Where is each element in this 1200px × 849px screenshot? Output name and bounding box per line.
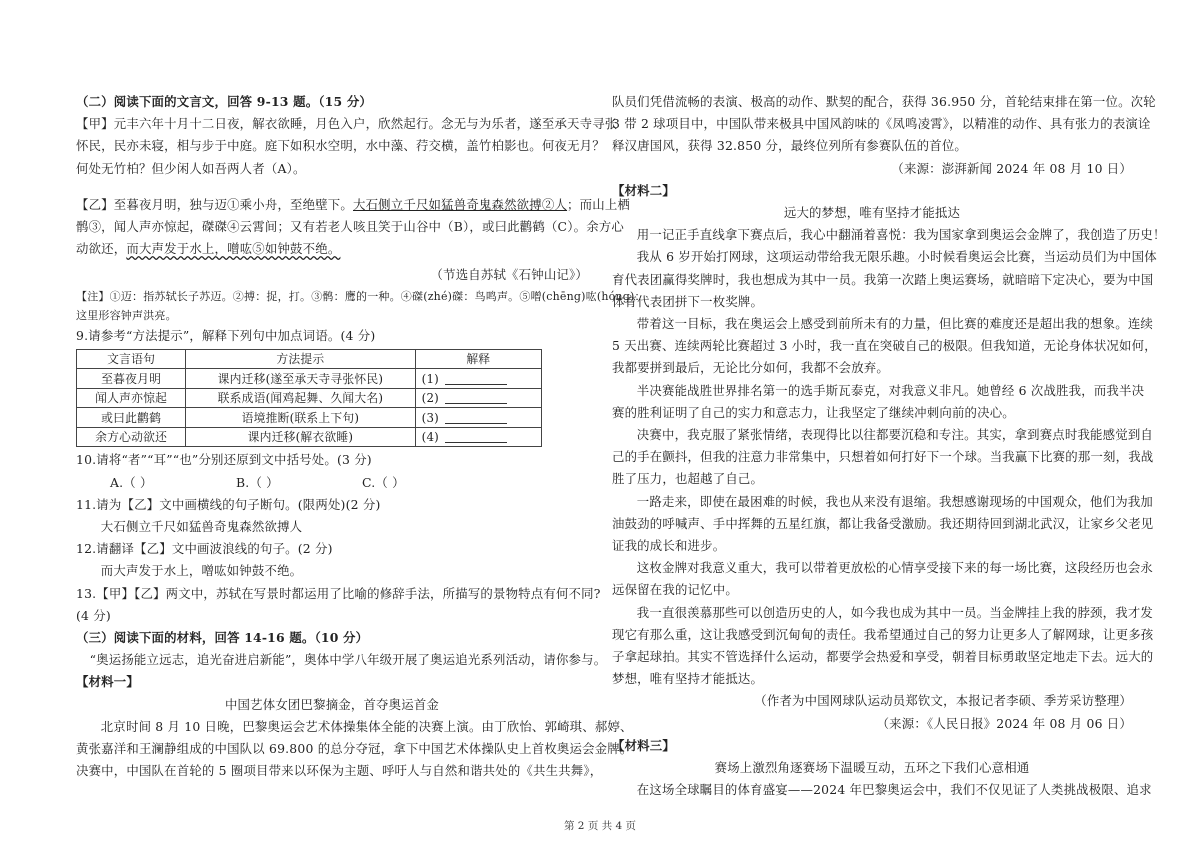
annotation: 【注】①迈：指苏轼长子苏迈。②搏：捉，打。③鹘：鹰的一种。④磔(zhé)磔：鸟鸣声。⑤噌(chēng)吰(hóng)：	[76, 289, 646, 303]
question-11: 11.请为【乙】文中画横线的句子断句。(限两处)(2 分)	[76, 496, 381, 512]
answer-cell[interactable]: (1)	[415, 369, 541, 389]
question-11-sentence: 大石侧立千尺如猛兽奇鬼森然欲搏人	[100, 518, 303, 534]
material-3-title: 赛场上激烈角逐赛场下温暖互动，五环之下我们心意相通	[714, 760, 1030, 776]
material-1-label: 【材料一】	[76, 674, 139, 690]
table-row	[77, 427, 542, 447]
material-3-label: 【材料三】	[612, 737, 675, 753]
passage-yi-line: 鹘③，闻人声亦惊起，磔磔④云霄间；又有若老人咳且笑于山谷中（B），或曰此鹳鹤（C）。余方心	[76, 219, 624, 235]
answer-cell[interactable]: (3)	[415, 408, 541, 428]
material-2-line: 我一直很羡慕那些可以创造历史的人，如今我也成为其中一员。当金牌挂上我的脖颈，我才发	[636, 604, 1154, 620]
material-2-label: 【材料二】	[612, 182, 675, 198]
answer-blank[interactable]	[445, 411, 507, 424]
material-1-line: 黄张嘉洋和王澜静组成的中国队以 69.800 的总分夺冠，拿下中国艺术体操队史上首枚奥运会金牌。	[76, 740, 633, 756]
table-row	[77, 388, 542, 408]
question-12-sentence: 而大声发于水上，噌吰如钟鼓不绝。	[100, 563, 303, 579]
material-1-line: 释汉唐国风，获得 32.850 分，最终位列所有参赛队伍的首位。	[612, 138, 968, 154]
material-2-line: 半决赛能战胜世界排名第一的选手斯瓦泰克，对我意义非凡。她曾经 6 次战胜我，而我半决	[636, 382, 1145, 398]
table-cell: 至暮夜月明	[77, 369, 186, 389]
table-cell: 语境推断(联系上下句)	[186, 408, 415, 428]
material-3-line: 在这场全球瞩目的体育盛宴——2024 年巴黎奥运会中，我们不仅见证了人类挑战极限、追求	[636, 782, 1152, 798]
answer-blank[interactable]	[445, 430, 507, 443]
page-number: 第 2 页 共 4 页	[563, 820, 637, 832]
material-2-line: 远保留在我的记忆中。	[612, 582, 738, 598]
section-3-intro: “奥运扬能立远志，追光奋进启新能”，奥体中学八年级开展了奥运追光系列活动，请你参与。	[89, 652, 607, 668]
annotation: 这里形容钟声洪亮。	[76, 308, 177, 322]
passage-yi-line: 【乙】至暮夜月明，独与迈①乘小舟，至绝壁下。大石侧立千尺如猛兽奇鬼森然欲搏②人；而山上栖	[76, 196, 630, 212]
question-10-options	[76, 472, 588, 494]
material-1-line: 北京时间 8 月 10 日晚，巴黎奥运会艺术体操集体全能的决赛上演。由丁欣怡、郭崎琪、郝婷、	[100, 718, 633, 734]
question-9: 9.请参考“方法提示”，解释下列句中加点词语。(4 分)	[76, 327, 376, 343]
table-cell: 或曰此鹳鹤	[77, 408, 186, 428]
material-2-body	[612, 224, 1166, 690]
option-b[interactable]: B.（ ）	[236, 474, 279, 490]
material-2-line: 一路走来，即使在最困难的时候，我也从来没有退缩。我想感谢现场的中国观众，他们为我加	[636, 493, 1154, 509]
section-2-title: （二）阅读下面的文言文，回答 9-13 题。（15 分）	[76, 94, 373, 109]
material-2-line: 胜了压力，也超越了自己。	[612, 471, 764, 487]
material-2-line: 现它有那么重，这让我感受到沉甸甸的责任。我希望通过自己的努力让更多人了解网球，让更多孩	[612, 626, 1154, 642]
right-column	[612, 91, 1166, 802]
question-13-score: (4 分)	[76, 607, 111, 623]
question-10: 10.请将“者”“耳”“也”分别还原到文中括号处。(3 分)	[76, 452, 372, 468]
table-row	[77, 408, 542, 428]
option-c[interactable]: C.（ ）	[362, 474, 405, 490]
answer-blank[interactable]	[445, 372, 507, 385]
material-2-line: 己的手在颤抖，但我的注意力非常集中，只想着如何打好下一个球。当我赢下比赛的那一刻，我战	[612, 449, 1154, 465]
passage-source: （节选自苏轼《石钟山记》）	[430, 267, 588, 283]
table-cell: 课内迁移(解衣欲睡)	[186, 427, 415, 447]
table-row	[77, 369, 542, 389]
material-1-line: 3 带 2 球项目中，中国队带来极具中国风韵味的《凤鸣凌霄》，以精准的动作、具有张力的表演诠	[612, 116, 1151, 132]
wavy-sentence: 而大声发于水上，噌吰⑤如钟鼓不绝。	[126, 241, 341, 257]
passage-jia-line: 何处无竹柏？但少闲人如吾两人者（A）。	[76, 160, 306, 176]
table-header: 解释	[415, 349, 541, 369]
material-2-line: 证我的成长和进步。	[612, 538, 726, 554]
option-a[interactable]: A.（ ）	[110, 474, 153, 490]
material-2-title: 远大的梦想，唯有坚持才能抵达	[783, 205, 961, 221]
material-2-author: （作者为中国网球队运动员郑钦文，本报记者李硕、季芳采访整理）	[754, 693, 1132, 709]
material-1-title: 中国艺体女团巴黎摘金，首夺奥运首金	[224, 696, 440, 712]
material-1-source: （来源：澎湃新闻 2024 年 08 月 10 日）	[891, 160, 1132, 176]
question-9-table	[76, 349, 542, 448]
answer-blank[interactable]	[445, 391, 507, 404]
material-2-line: 5 天出赛、连续两轮比赛超过 3 小时，我一直在突破自己的极限。但我知道，无论身体状况如何，	[612, 338, 1157, 354]
answer-cell[interactable]: (2)	[415, 388, 541, 408]
material-2-line: 体育代表团拼下一枚奖牌。	[612, 293, 764, 309]
material-2-line: 决赛中，我克服了紧张情绪，表现得比以往都要沉稳和专注。其实，拿到赛点时我能感觉到自	[636, 427, 1154, 443]
material-2-source: （来源：《人民日报》2024 年 08 月 06 日）	[876, 715, 1132, 731]
table-cell: 课内迁移(遂至承天寺寻张怀民)	[186, 369, 415, 389]
material-2-line: 这枚金牌对我意义重大，我可以带着更放松的心情享受接下来的每一场比赛，这段经历也会永	[636, 560, 1154, 576]
material-2-line: 我都要拼到最后，无论比分如何，我都不会放弃。	[612, 360, 889, 376]
answer-cell[interactable]: (4)	[415, 427, 541, 447]
material-2-line: 油鼓劲的呼喊声、手中挥舞的五星红旗，都让我备受激励。我还期待回到湖北武汉，让家乡父老见	[612, 515, 1154, 531]
material-2-line: 带着这一目标，我在奥运会上感受到前所未有的力量，但比赛的难度还是超出我的想象。连续	[636, 316, 1154, 332]
material-2-line: 子拿起球拍。其实不管选择什么运动，都要学会热爱和享受，朝着目标勇敢坚定地走下去。远大的	[612, 649, 1154, 665]
material-1-line: 决赛中，中国队在首轮的 5 圈项目带来以环保为主题、呼吁人与自然和谐共处的《共生共舞》，	[76, 763, 603, 779]
question-13: 13.【甲】【乙】两文中，苏轼在写景时都运用了比喻的修辞手法，所描写的景物特点有何不同?	[76, 585, 601, 601]
passage-yi-line: 动欲还，而大声发于水上，噌吰⑤如钟鼓不绝。	[76, 241, 341, 257]
material-1-line: 队员们凭借流畅的表演、极高的动作、默契的配合，获得 36.950 分，首轮结束排在第一位。次轮	[612, 94, 1156, 109]
material-2-line: 育代表团赢得奖牌时，我也想成为其中一员。我第一次踏上奥运赛场，就暗暗下定决心，要为中国	[612, 271, 1154, 287]
material-2-line: 我从 6 岁开始打网球，这项运动带给我无限乐趣。小时候看奥运会比赛，当运动员们为中国体	[636, 249, 1157, 265]
table-header: 文言语句	[77, 349, 186, 369]
table-cell: 余方心动欲还	[77, 427, 186, 447]
material-2-line: 梦想，唯有坚持才能抵达。	[612, 671, 764, 687]
table-header-row	[77, 349, 542, 369]
passage-jia-line: 怀民，民亦未寝，相与步于中庭。庭下如积水空明，水中藻、荇交横，盖竹柏影也。何夜无月？	[76, 138, 605, 154]
material-2-line: 赛的胜利证明了自己的实力和意志力，让我坚定了继续冲刺向前的决心。	[612, 404, 1015, 420]
material-2-line: 用一记正手直线拿下赛点后，我心中翻涌着喜悦：我为国家拿到奥运会金牌了，我创造了历史！	[636, 227, 1166, 243]
table-header: 方法提示	[186, 349, 415, 369]
passage-jia-line: 【甲】元丰六年十月十二日夜，解衣欲睡，月色入户，欣然起行。念无与为乐者，遂至承天寺寻张	[76, 116, 618, 132]
table-cell: 联系成语(闻鸡起舞、久闻大名)	[186, 388, 415, 408]
section-3-title: （三）阅读下面的材料，回答 14-16 题。（10 分）	[76, 629, 369, 645]
underlined-sentence: 大石侧立千尺如猛兽奇鬼森然欲搏②人	[353, 196, 568, 212]
table-cell: 闻人声亦惊起	[77, 388, 186, 408]
question-12: 12.请翻译【乙】文中画波浪线的句子。(2 分)	[76, 541, 333, 557]
